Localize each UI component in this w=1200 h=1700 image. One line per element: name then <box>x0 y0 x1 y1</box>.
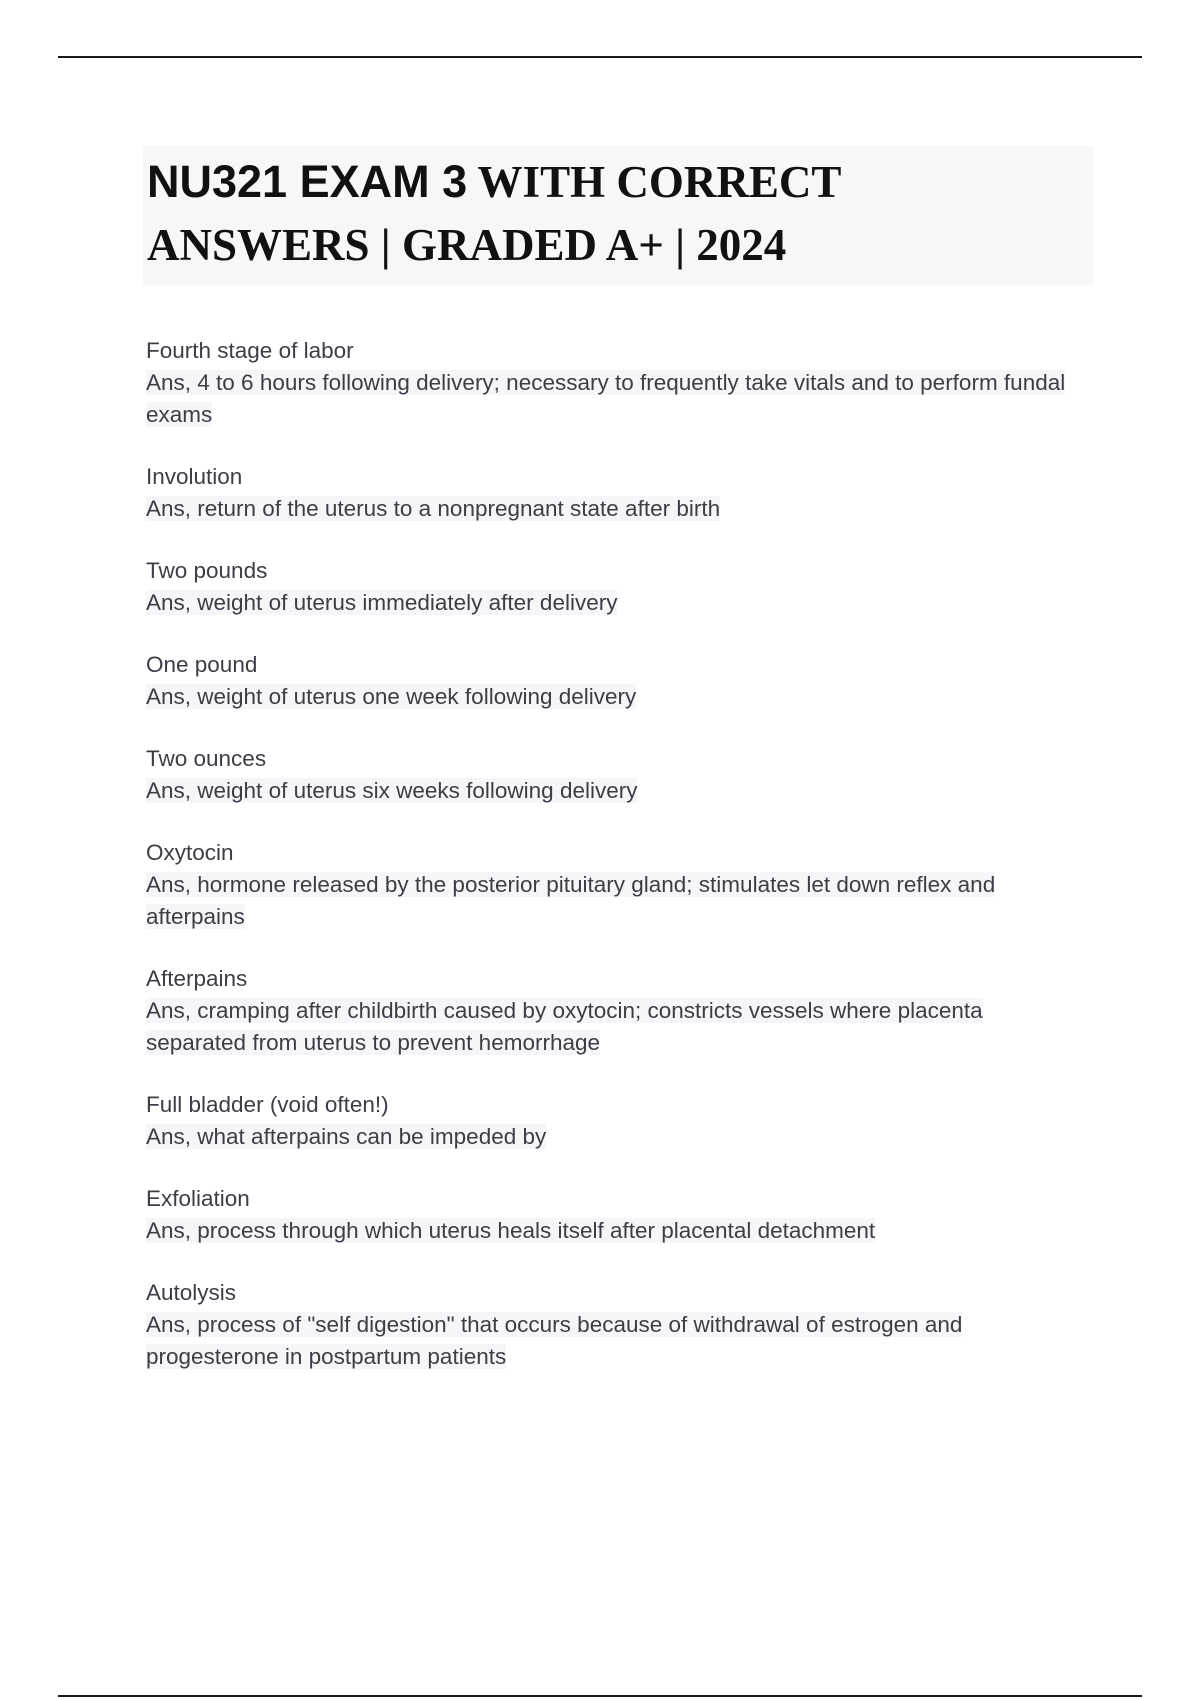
title-line-2: ANSWERS | GRADED A+ | 2024 <box>147 220 787 270</box>
qa-item <box>146 743 1086 807</box>
qa-term: Fourth stage of labor <box>146 338 354 363</box>
qa-term: Afterpains <box>146 966 248 991</box>
top-rule <box>58 56 1142 58</box>
qa-answer: Ans, 4 to 6 hours following delivery; necessary to frequently take vitals and to perform fundal exams <box>146 370 1066 427</box>
qa-item <box>146 1183 1086 1247</box>
qa-item <box>146 963 1086 1059</box>
qa-term: Full bladder (void often!) <box>146 1092 389 1117</box>
qa-term: Two pounds <box>146 558 268 583</box>
qa-term: Two ounces <box>146 746 267 771</box>
qa-answer: Ans, process through which uterus heals itself after placental detachment <box>146 1218 876 1243</box>
qa-item <box>146 837 1086 933</box>
qa-answer: Ans, what afterpains can be impeded by <box>146 1124 547 1149</box>
qa-answer: Ans, return of the uterus to a nonpregnant state after birth <box>146 496 721 521</box>
qa-item <box>146 461 1086 525</box>
bottom-rule <box>58 1695 1142 1697</box>
qa-term: Autolysis <box>146 1280 237 1305</box>
qa-answer: Ans, process of "self digestion" that occurs because of withdrawal of estrogen and progesterone in postpartum patients <box>146 1312 963 1369</box>
qa-answer: Ans, weight of uterus immediately after delivery <box>146 590 618 615</box>
qa-term: Oxytocin <box>146 840 234 865</box>
qa-item <box>146 1277 1086 1373</box>
qa-answer: Ans, hormone released by the posterior pituitary gland; stimulates let down reflex and afterpains <box>146 872 996 929</box>
qa-item <box>146 555 1086 619</box>
qa-item <box>146 649 1086 713</box>
title-line-1 <box>147 150 1089 214</box>
title-course-code: NU321 EXAM 3 <box>147 156 468 207</box>
qa-term: Involution <box>146 464 243 489</box>
qa-item <box>146 335 1086 431</box>
document-title <box>143 146 1093 285</box>
qa-answer: Ans, cramping after childbirth caused by oxytocin; constricts vessels where placenta separated from uterus to prevent hemorrhage <box>146 998 983 1055</box>
qa-term: One pound <box>146 652 258 677</box>
qa-term: Exfoliation <box>146 1186 250 1211</box>
qa-answer: Ans, weight of uterus one week following delivery <box>146 684 637 709</box>
qa-item <box>146 1089 1086 1153</box>
qa-answer: Ans, weight of uterus six weeks following delivery <box>146 778 638 803</box>
title-line-1-rest: WITH CORRECT <box>467 157 842 207</box>
qa-list <box>146 335 1086 1403</box>
